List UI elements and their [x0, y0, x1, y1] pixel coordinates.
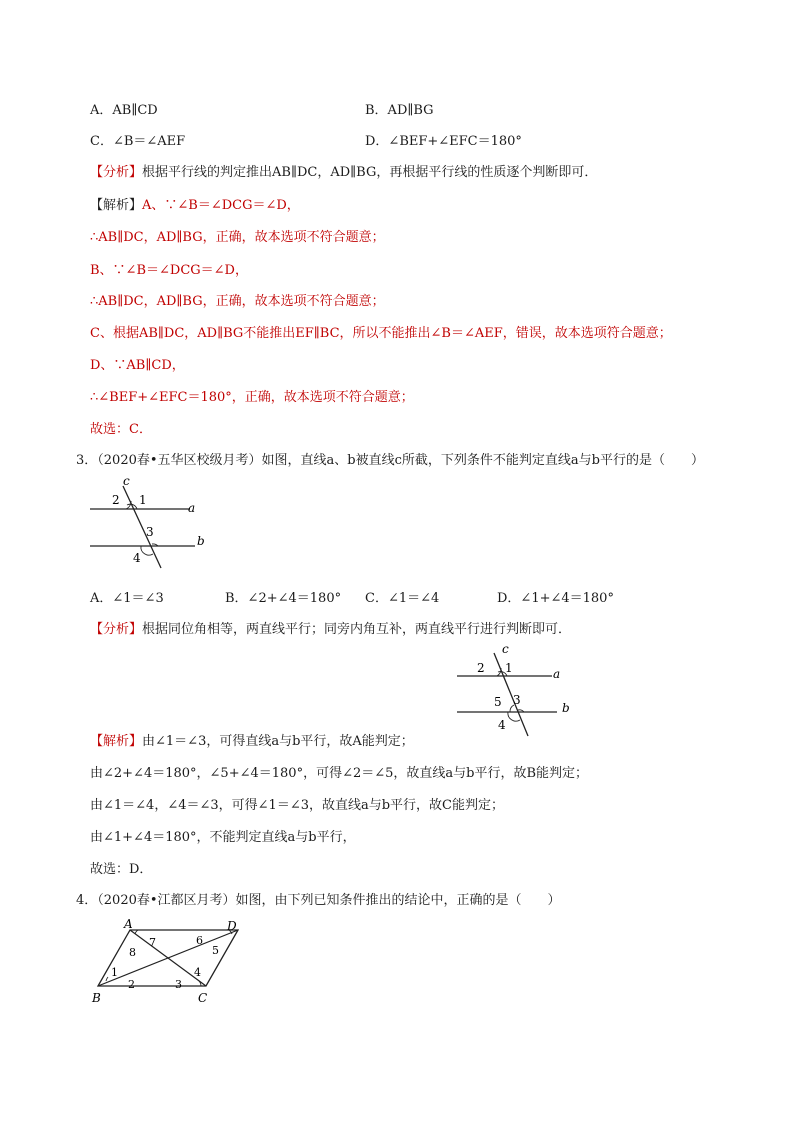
solution-text: 由∠1＝∠3，可得直线a与b平行，故A能判定；	[142, 734, 414, 749]
q2-solution-line-7: ∴∠BEF+∠EFC＝180°，正确，故本选项不符合题意；	[90, 390, 414, 405]
label-A: A	[124, 918, 133, 931]
label-2: 2	[128, 978, 135, 991]
q4-figure	[88, 918, 248, 1010]
label-2: 2	[112, 493, 120, 507]
label-3: 3	[513, 693, 521, 707]
q2-option-d: D．∠BEF+∠EFC＝180°	[365, 134, 522, 149]
label-4: 4	[498, 718, 506, 732]
q3-solution-line-3: 由∠1＝∠4，∠4＝∠3，可得∠1＝∠3，故直线a与b平行，故C能判定；	[90, 798, 505, 813]
label-4: 4	[194, 966, 201, 979]
solution-text: A、∵∠B＝∠DCG＝∠D，	[142, 198, 300, 213]
q4-question: 4．（2020春•江都区月考）如图，由下列已知条件推出的结论中，正确的是（ ）	[76, 893, 561, 908]
label-1: 1	[505, 661, 513, 675]
label-a: a	[553, 667, 561, 681]
q3-solution-figure	[452, 640, 577, 740]
q3-option-a: A．∠1＝∠3	[90, 591, 164, 606]
q3-option-d: D．∠1+∠4＝180°	[497, 591, 614, 606]
analysis-tag: 【分析】	[90, 165, 143, 180]
q2-solution-line-6: D、∵AB∥CD，	[90, 358, 185, 373]
q2-solution-line-5: C、根据AB∥DC，AD∥BG不能推出EF∥BC，所以不能推出∠B＝∠AEF，错误，故本选项符合题意；	[90, 326, 672, 341]
label-6: 6	[196, 934, 203, 947]
q3-solution-line-1	[90, 733, 414, 751]
label-B: B	[92, 991, 101, 1005]
q2-option-c: C．∠B＝∠AEF	[90, 134, 186, 149]
q2-option-b: B．AD∥BG	[365, 103, 434, 118]
label-2: 2	[477, 661, 485, 675]
q2-answer: 故选：C．	[90, 422, 152, 437]
q2-solution-line-1	[90, 197, 300, 215]
q2-solution-line-4: ∴AB∥DC，AD∥BG，正确，故本选项不符合题意；	[90, 294, 385, 309]
label-7: 7	[149, 936, 156, 949]
analysis-tag: 【分析】	[90, 622, 143, 637]
label-3: 3	[146, 525, 154, 539]
diagonal-bd	[98, 930, 238, 986]
q2-analysis	[90, 164, 597, 182]
q2-solution-line-3: B、∵∠B＝∠DCG＝∠D，	[90, 263, 248, 278]
q3-figure	[85, 472, 215, 572]
q3-solution-line-2: 由∠2+∠4＝180°，∠5+∠4＝180°，可得∠2＝∠5，故直线a与b平行，故B能判定；	[90, 766, 589, 781]
analysis-text: 根据平行线的判定推出AB∥DC，AD∥BG，再根据平行线的性质逐个判断即可．	[142, 165, 598, 180]
label-5: 5	[494, 695, 502, 709]
q3-option-b: B．∠2+∠4＝180°	[225, 591, 342, 606]
q3-answer: 故选：D．	[90, 862, 153, 877]
label-c: c	[123, 474, 130, 488]
q3-option-c: C．∠1＝∠4	[365, 591, 440, 606]
q2-solution-line-2: ∴AB∥DC，AD∥BG，正确，故本选项不符合题意；	[90, 230, 385, 245]
label-1: 1	[139, 493, 147, 507]
label-b: b	[197, 534, 205, 548]
q3-analysis	[90, 621, 571, 639]
label-c: c	[502, 642, 509, 656]
solution-tag: 【解析】	[90, 198, 143, 213]
label-3: 3	[175, 978, 182, 991]
solution-tag: 【解析】	[90, 734, 143, 749]
label-b: b	[562, 701, 570, 715]
label-4: 4	[133, 551, 141, 565]
label-1: 1	[111, 966, 118, 979]
label-8: 8	[129, 946, 136, 959]
q3-solution-line-4: 由∠1+∠4＝180°，不能判定直线a与b平行，	[90, 830, 356, 845]
label-D: D	[227, 919, 237, 933]
analysis-text: 根据同位角相等，两直线平行；同旁内角互补，两直线平行进行判断即可．	[142, 622, 572, 637]
q2-option-a: A．AB∥CD	[90, 103, 158, 118]
label-C: C	[198, 991, 208, 1005]
q3-question: 3．（2020春•五华区校级月考）如图，直线a、b被直线c所截，下列条件不能判定直线a与b平行的是（ ）	[76, 453, 704, 468]
label-a: a	[188, 501, 196, 515]
label-5: 5	[212, 944, 219, 957]
